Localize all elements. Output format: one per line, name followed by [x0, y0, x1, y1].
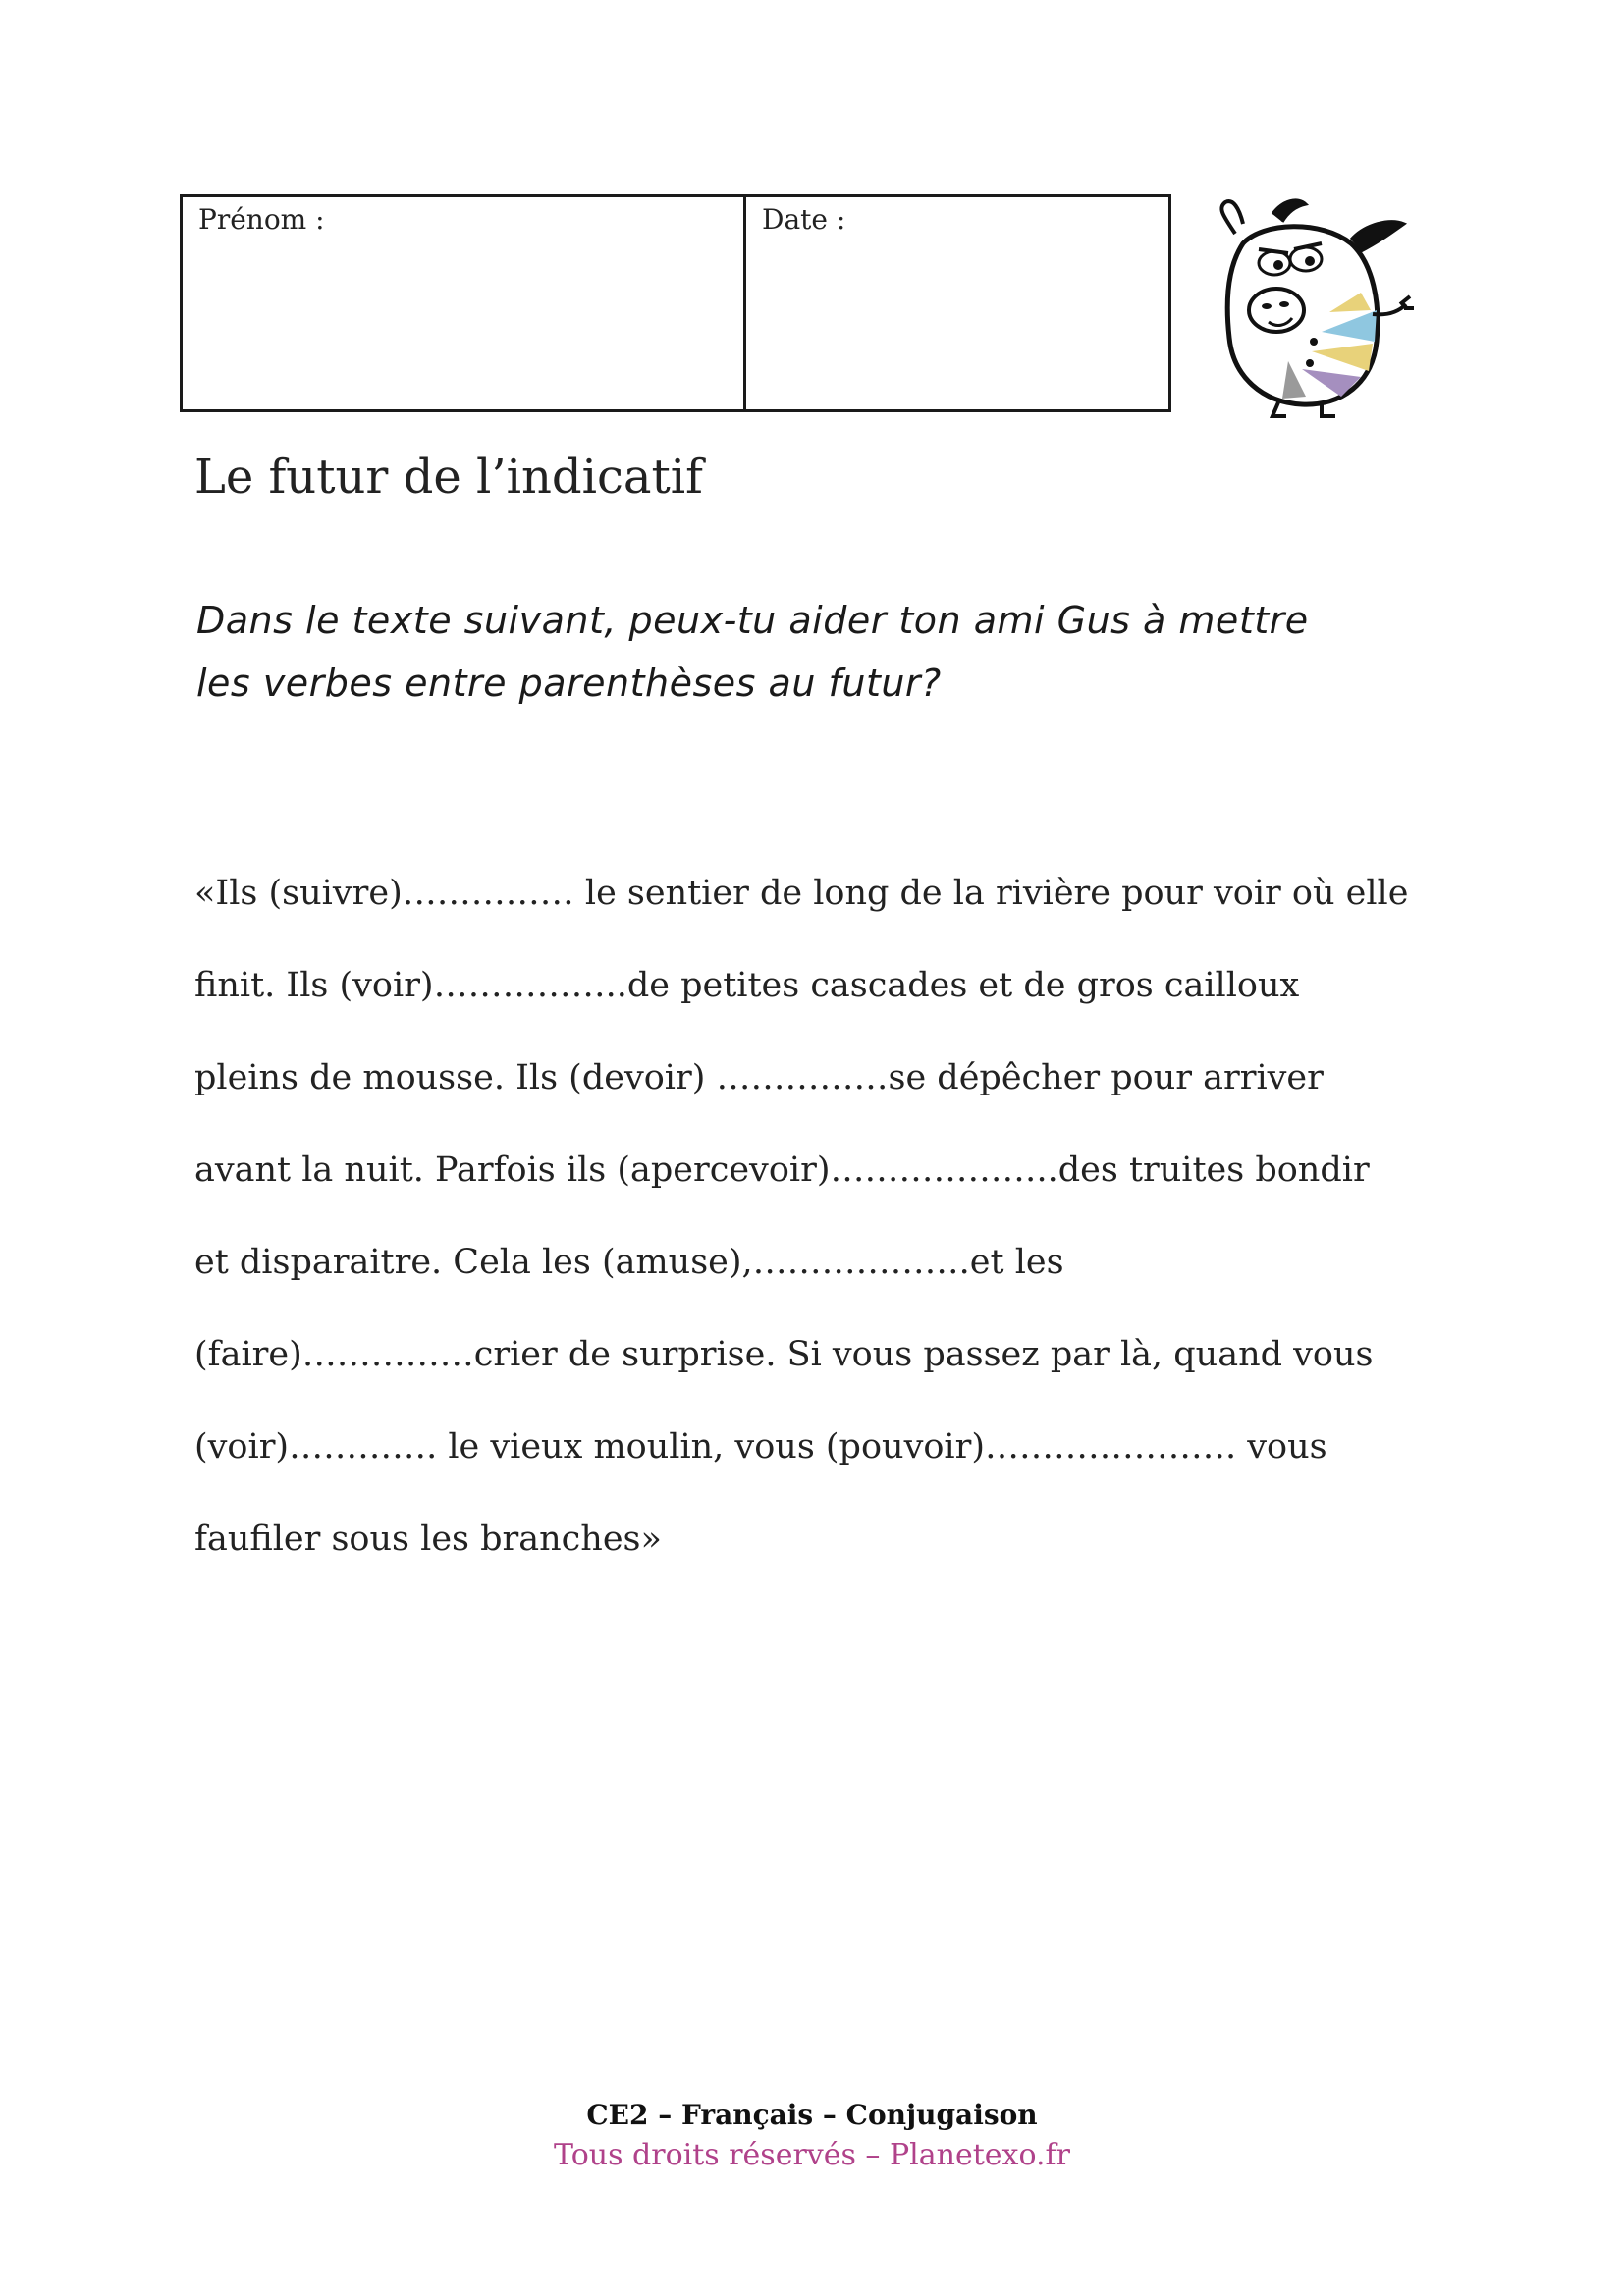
student-info-box: [180, 194, 1171, 412]
date-label: Date :: [762, 203, 846, 236]
name-field[interactable]: [183, 197, 746, 409]
sheep-mascot-illustration: [1204, 194, 1420, 420]
exercise-line: avant la nuit. Parfois ils (apercevoir)………………..des truites bondir: [194, 1150, 1370, 1190]
instruction-text: [196, 589, 1492, 715]
instruction-line: Dans le texte suivant, peux-tu aider ton ami Gus à mettre: [196, 599, 1309, 642]
exercise-line: pleins de mousse. Ils (devoir) ……………se dépêcher pour arriver: [194, 1058, 1324, 1097]
exercise-line: (faire)……………crier de surprise. Si vous passez par là, quand vous: [194, 1335, 1374, 1374]
footer-credit: Tous droits réservés – Planetexo.fr: [554, 2138, 1070, 2172]
instruction-line: les verbes entre parenthèses au futur?: [196, 662, 942, 705]
exercise-line: «Ils (suivre)…………… le sentier de long de la rivière pour voir où elle: [194, 874, 1409, 913]
date-field[interactable]: [746, 197, 1168, 409]
exercise-line: faufiler sous les branches»: [194, 1520, 662, 1559]
name-label: Prénom :: [198, 203, 325, 236]
page-title: Le futur de l’indicatif: [194, 450, 703, 505]
exercise-line: (voir)…………. le vieux moulin, vous (pouvoir)…………………. vous: [194, 1427, 1327, 1467]
exercise-line: et disparaitre. Cela les (amuse),……………….et les: [194, 1243, 1064, 1282]
footer-course-label: CE2 – Français – Conjugaison: [586, 2099, 1038, 2131]
exercise-line: finit. Ils (voir)……………..de petites cascades et de gros cailloux: [194, 966, 1300, 1005]
